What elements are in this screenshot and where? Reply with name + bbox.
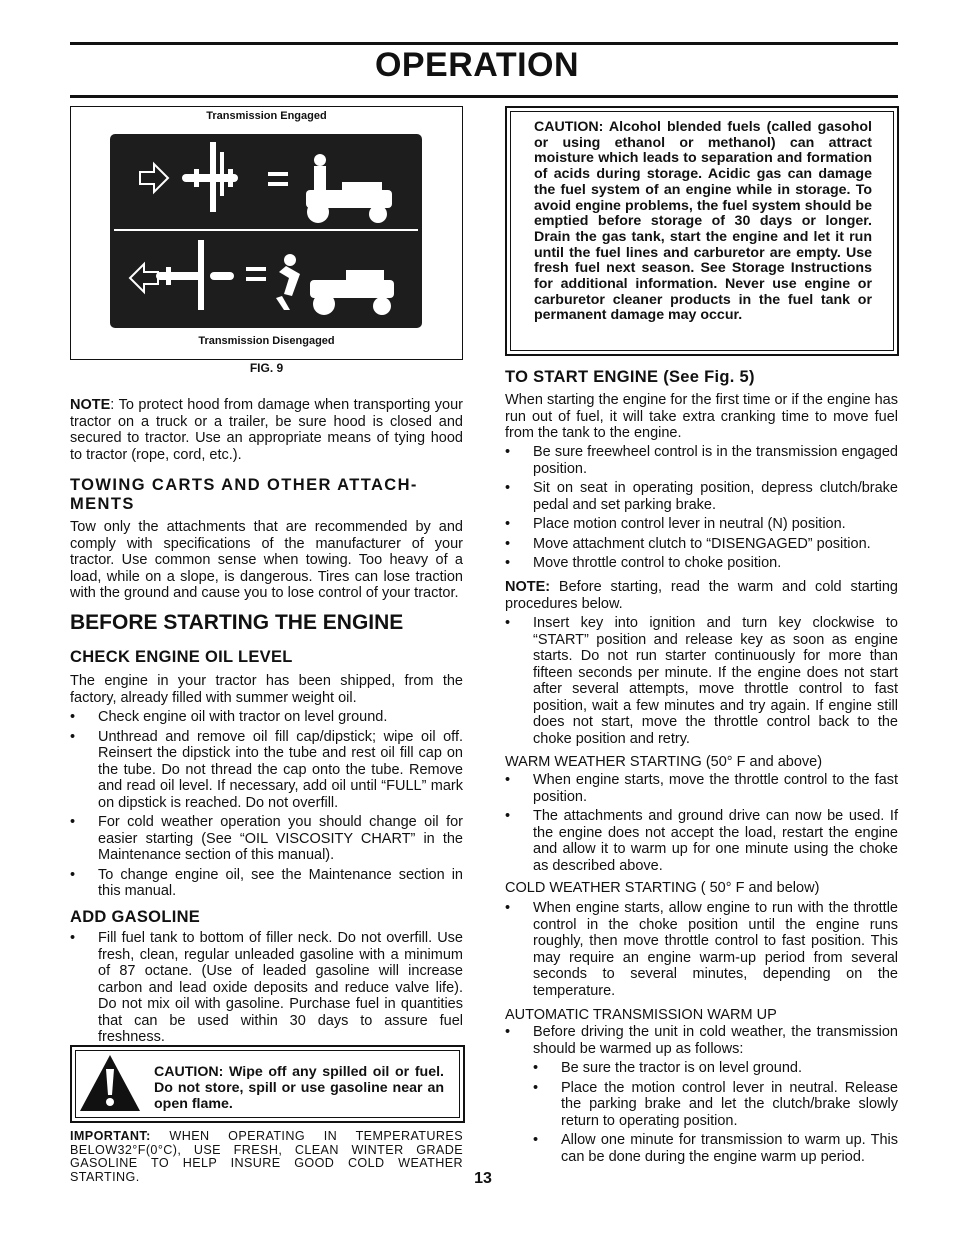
warm-weather-heading: WARM WEATHER STARTING (50° F and above) (505, 754, 823, 770)
auto-transmission-sublist (533, 1060, 898, 1168)
list-item: • Allow one minute for transmission to warm up. This can be done during the engine warm up period. (533, 1132, 898, 1165)
list-item: • Unthread and remove oil fill cap/dipstick; wipe oil off. Reinsert the dipstick into the tube and rest oil fill cap on the tube. Do not thread the cap onto the tube. Remove and read oil level. If necessary, add oil until “FULL” mark on dipstick is reached. Do not overfill. (70, 729, 463, 812)
towing-text: Tow only the attachments that are recommended by and comply with specifications of the manufacturer of your tractor. Use common sense when towing. Too heavy of a load, while on a slope, is dangerous. Tires can lose traction with the ground and cause you to lose control of your tractor. (70, 519, 463, 601)
list-item: • For cold weather operation you should change oil for easier starting (See “OIL VISCOSITY CHART” in the Maintenance section of this manual). (70, 814, 463, 864)
start-note-label: NOTE: (505, 579, 551, 595)
spill-caution-text: CAUTION: Wipe off any spilled oil or fuel. Do not store, spill or use gasoline near an open flame. (154, 1064, 444, 1112)
auto-transmission-heading: AUTOMATIC TRANSMISSION WARM UP (505, 1007, 777, 1023)
gasoline-list (70, 930, 463, 1049)
fuel-caution-text: CAUTION: Alcohol blended fuels (called gasohol or using ethanol or methanol) can attract moisture which leads to separation and formation of acids during storage. Acidic gas can damage the fuel system of an engine while in storage. To avoid engine problems, the fuel system should be emptied before storage of 30 days or longer. Drain the gas tank, start the engine and let it run until the fuel lines and carburetor are empty. Use fresh fuel next season. See Storage Instructions for additional information. Never use engine or carburetor cleaner products in the fuel tank or permanent damage may occur. (534, 119, 872, 324)
key-list (505, 615, 898, 750)
list-item: • Place the motion control lever in neutral. Release the parking brake and let the clutch/brake slowly return to operating position. (533, 1080, 898, 1130)
figure-bottom-label: Transmission Disengaged (198, 335, 335, 347)
top-rule (70, 42, 898, 45)
figure-caption: FIG. 9 (249, 361, 284, 375)
oil-heading: CHECK ENGINE OIL LEVEL (70, 648, 293, 666)
title-rule (70, 95, 898, 98)
start-engine-heading: TO START ENGINE (See Fig. 5) (505, 368, 755, 386)
note-label: NOTE (70, 397, 111, 413)
towing-heading: TOWING CARTS AND OTHER ATTACH- MENTS (70, 476, 418, 513)
start-note (505, 579, 898, 612)
spill-caution-box (70, 1045, 465, 1123)
start-engine-text: When starting the engine for the first time or if the engine has run out of fuel, it will take extra cranking time to move fuel from the tank to the engine. (505, 392, 898, 441)
important-label: IMPORTANT: (70, 1129, 151, 1143)
warm-weather-list (505, 772, 898, 877)
figure-top-label: Transmission Engaged (206, 110, 327, 122)
page-number: 13 (474, 1170, 492, 1187)
auto-transmission-list (505, 1024, 898, 1060)
note-text: : To protect hood from damage when transporting your tractor on a truck or a trailer, be sure hood is closed and secured to tractor. Use an appropriate means of tying hood to tractor (rope, cord, etc.). (70, 397, 463, 463)
start-note-text: Before starting, read the warm and cold starting procedures below. (505, 579, 898, 612)
list-item: • Check engine oil with tractor on level ground. (70, 709, 463, 726)
list-item: • Be sure the tractor is on level ground. (533, 1060, 898, 1077)
figure-9 (70, 106, 463, 360)
start-engine-list (505, 444, 898, 575)
list-item: • Fill fuel tank to bottom of filler neck. Do not overfill. Use fresh, clean, regular unleaded gasoline with a minimum of 87 octane. (Use of leaded gasoline will increase carbon and lead oxide deposits and reduce valve life). Do not mix oil with gasoline. Purchase fuel in quantities that can be used within 30 days to assure fuel freshness. (70, 930, 463, 1046)
fuel-caution-box (505, 106, 899, 356)
note-paragraph (70, 397, 463, 463)
page-title: OPERATION (374, 46, 580, 84)
list-item: • The attachments and ground drive can now be used. If the engine does not accept the load, restart the engine and allow it to warm up for one minute using the choke as described above. (505, 808, 898, 874)
transmission-illustration (110, 134, 422, 328)
list-item: • When engine starts, allow engine to run with the throttle control in the choke position until the engine runs roughly, then move throttle control to fast position. This may require an engine warm-up period from several seconds to several minutes, depending on the temperature. (505, 900, 898, 999)
list-item: • When engine starts, move the throttle control to the fast position. (505, 772, 898, 805)
before-starting-heading: BEFORE STARTING THE ENGINE (70, 611, 404, 634)
transmission-diagram-icon (110, 134, 422, 328)
list-item: • Place motion control lever in neutral (N) position. (505, 516, 898, 533)
list-item: • Move throttle control to choke position. (505, 555, 898, 572)
oil-text: The engine in your tractor has been shipped, from the factory, already filled with summer weight oil. (70, 673, 463, 706)
list-item: • Before driving the unit in cold weather, the transmission should be warmed up as follows: (505, 1024, 898, 1057)
list-item: • To change engine oil, see the Maintenance section in this manual. (70, 867, 463, 900)
list-item: • Be sure freewheel control is in the transmission engaged position. (505, 444, 898, 477)
list-item: • Move attachment clutch to “DISENGAGED” position. (505, 536, 898, 553)
gasoline-heading: ADD GASOLINE (70, 908, 201, 926)
cold-weather-heading: COLD WEATHER STARTING ( 50° F and below) (505, 880, 820, 896)
cold-weather-list (505, 900, 898, 1002)
warning-triangle-icon (78, 1053, 142, 1113)
list-item: • Insert key into ignition and turn key clockwise to “START” position and release key as soon as engine starts. Do not run starter continuously for more than fifteen seconds per minute. If the engine does not start after several attempts, move throttle control to fast position, wait a few minutes and try again. If engine still does not start, move the throttle control back to the choke position and retry. (505, 615, 898, 747)
oil-list (70, 709, 463, 903)
list-item: • Sit on seat in operating position, depress clutch/brake pedal and set parking brake. (505, 480, 898, 513)
important-text: WHEN OPERATING IN TEMPERATURES BELOW32°F(0°C), USE FRESH, CLEAN WINTER GRADE GASOLINE TO HELP INSURE GOOD COLD WEATHER STARTING. (70, 1129, 463, 1184)
important-paragraph (70, 1130, 463, 1184)
